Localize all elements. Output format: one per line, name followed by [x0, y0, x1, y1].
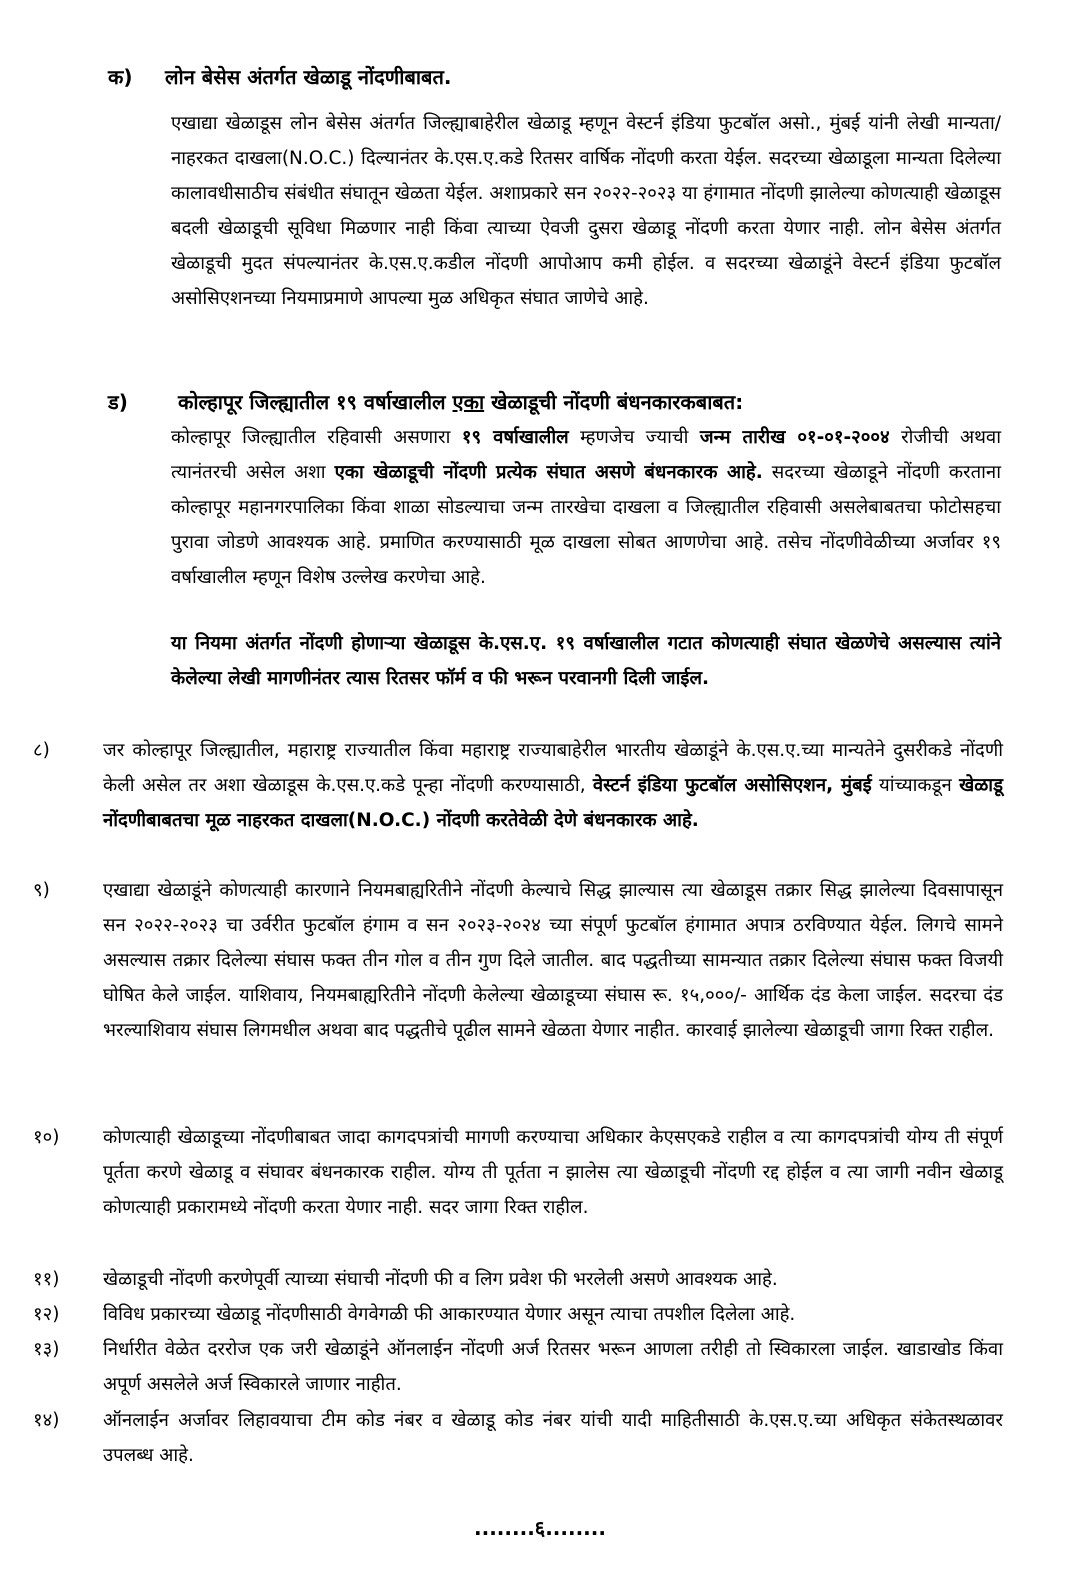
section-d-p1-g: सदरच्या खेळाडूने नोंदणी करताना कोल्हापूर महानगरपालिका किंवा शाळा सोडल्याचा जन्म तारखेचा दाखला व जिल्ह्यातील रहिवासी असलेबाबतचा फोटोसहचा पुरावा जोडणे आवश्यक आहे. प्रमाणित करण्यासाठी मूळ दाखला सोबत आणणेचा आहे. तसेच नोंदणीवेळीच्या अर्जावर १९ वर्षाखालील म्हणून विशेष उल्लेख करणेचा आहे. — [171, 462, 1001, 588]
item-14-number: १४) — [33, 1410, 60, 1431]
item-8-text — [103, 733, 1003, 838]
item-8-text-b: वेस्टर्न इंडिया फुटबॉल असोसिएशन, मुंबई — [592, 775, 872, 796]
item-9-number: ९) — [33, 880, 50, 901]
item-9-text: एखाद्या खेळाडूंने कोणत्याही कारणाने नियमबाह्यरितीने नोंदणी केल्याचे सिद्ध झाल्यास त्या खेळाडूस तक्रार सिद्ध झालेल्या दिवसापासून सन २०२२-२०२३ चा उर्वरीत फुटबॉल हंगाम व सन २०२३-२०२४ च्या संपूर्ण फुटबॉल हंगामात अपात्र ठरविण्यात येईल. लिगचे सामने असल्यास तक्रार दिलेल्या संघास फक्त तीन गोल व तीन गुण दिले जातील. बाद पद्धतीच्या सामन्यात तक्रार दिलेल्या संघास फक्त विजयी घोषित केले जाईल. याशिवाय, नियमबाह्यरितीने नोंदणी केलेल्या खेळाडूच्या संघास रू. १५,०००/- आर्थिक दंड केला जाईल. सदरचा दंड भरल्याशिवाय संघास लिगमधील अथवा बाद पद्धतीचे पूढील सामने खेळता येणार नाहीत. कारवाई झालेल्या खेळाडूची जागा रिक्त राहील. — [103, 880, 1003, 1041]
item-8-text-d: खेळाडू नोंदणीबाबतचा मूळ नाहरकत दाखला(N.O.C.) नोंदणी करतेवेळी देणे बंधनकारक आहे. — [103, 775, 1003, 831]
item-13-text: निर्धारीत वेळेत दररोज एक जरी खेळाडूंने ऑनलाईन नोंदणी अर्ज रितसर भरून आणला तरीही तो स्विकारला जाईल. खाडाखोड किंवा अपूर्ण असलेले अर्ज स्विकारले जाणार नाहीत. — [103, 1339, 1003, 1395]
section-d-p1-e: रोजीची अथवा त्यानंतरची असेल अशा — [171, 427, 1001, 483]
section-d-title-post: खेळाडूची नोंदणी बंधनकारकबाबत: — [484, 390, 744, 414]
section-d-heading — [108, 387, 743, 417]
item-8-text-a: जर कोल्हापूर जिल्ह्यातील, महाराष्ट्र राज्यातील किंवा महाराष्ट्र राज्याबाहेरील भारतीय खेळाडूंने के.एस.ए.च्या मान्यतेने दुसरीकडे नोंदणी केली असेल तर अशा खेळाडूस के.एस.ए.कडे पून्हा नोंदणी करण्यासाठी, — [103, 740, 1003, 796]
section-d-p1-b: १९ वर्षाखालील — [461, 427, 569, 448]
section-d-p1-f: एका खेळाडूची नोंदणी प्रत्येक संघात असणे बंधनकारक आहे. — [334, 462, 763, 483]
section-k-heading — [108, 62, 451, 92]
item-12-text: विविध प्रकारच्या खेळाडू नोंदणीसाठी वेगवेगळी फी आकारण्यात येणार असून त्याचा तपशील दिलेला आहे. — [103, 1304, 796, 1325]
section-d-p1-a: कोल्हापूर जिल्ह्यातील रहिवासी असणारा — [171, 427, 462, 448]
section-k-title: लोन बेसेस अंतर्गत खेळाडू नोंदणीबाबत. — [164, 65, 452, 89]
section-k-body: एखाद्या खेळाडूस लोन बेसेस अंतर्गत जिल्ह्याबाहेरील खेळाडू म्हणून वेस्टर्न इंडिया फुटबॉल असो., मुंबई यांनी लेखी मान्यता/नाहरकत दाखला(N.O.C.) दिल्यानंतर के.एस.ए.कडे रितसर वार्षिक नोंदणी करता येईल. सदरच्या खेळाडूला मान्यता दिलेल्या कालावधीसाठीच संबंधीत संघातून खेळता येईल. अशाप्रकारे सन २०२२-२०२३ या हंगामात नोंदणी झालेल्या कोणत्याही खेळाडूस बदली खेळाडूची सूविधा मिळणार नाही किंवा त्याच्या ऐवजी दुसरा खेळाडू नोंदणी करता येणार नाही. लोन बेसेस अंतर्गत खेळाडूची मुदत संपल्यानंतर के.एस.ए.कडील नोंदणी आपोआप कमी होईल. व सदरच्या खेळाडूंने वेस्टर्न इंडिया फुटबॉल असोसिएशनच्या नियमाप्रमाणे आपल्या मुळ अधिकृत संघात जाणेचे आहे. — [171, 113, 1001, 309]
section-d-p1-c: म्हणजेच ज्याची — [568, 427, 700, 448]
item-13-number: १३) — [33, 1339, 60, 1360]
section-d-title-pre: कोल्हापूर जिल्ह्यातील १९ वर्षाखालील — [177, 390, 453, 414]
section-d-title-underlined: एका — [452, 390, 485, 414]
section-d-body — [171, 420, 1001, 595]
section-d-bold-note: या नियमा अंतर्गत नोंदणी होणाऱ्या खेळाडूस के.एस.ए. १९ वर्षाखालील गटात कोणत्याही संघात खेळणेचे असल्यास त्यांने केलेल्या लेखी मागणीनंतर त्यास रितसर फॉर्म व फी भरून परवानगी दिली जाईल. — [171, 633, 1001, 689]
item-12-number: १२) — [33, 1304, 60, 1325]
item-11-number: ११) — [33, 1269, 60, 1290]
item-10-text: कोणत्याही खेळाडूच्या नोंदणीबाबत जादा कागदपत्रांची मागणी करण्याचा अधिकार केएसएकडे राहील व त्या कागदपत्रांची योग्य ती संपूर्ण पूर्तता करणे खेळाडू व संघावर बंधनकारक राहील. योग्य ती पूर्तता न झालेस त्या खेळाडूची नोंदणी रद्द होईल व त्या जागी नवीन खेळाडू कोणत्याही प्रकारामध्ये नोंदणी करता येणार नाही. सदर जागा रिक्त राहील. — [103, 1127, 1003, 1218]
section-d-label: ड) — [108, 390, 128, 414]
item-10-number: १०) — [33, 1127, 60, 1148]
item-8-number: ८) — [33, 740, 50, 761]
section-k-label: क) — [108, 65, 133, 89]
page-number-footer: ........६........ — [474, 1516, 606, 1540]
item-8-text-c: यांच्याकडून — [871, 775, 960, 796]
item-11-text: खेळाडूची नोंदणी करणेपूर्वी त्याच्या संघाची नोंदणी फी व लिग प्रवेश फी भरलेली असणे आवश्यक आहे. — [103, 1269, 778, 1290]
item-14-text: ऑनलाईन अर्जावर लिहावयाचा टीम कोड नंबर व खेळाडू कोड नंबर यांची यादी माहितीसाठी के.एस.ए.च्या अधिकृत संकेतस्थळावर उपलब्ध आहे. — [103, 1410, 1003, 1466]
section-d-p1-d: जन्म तारीख ०१-०१-२००४ — [699, 427, 890, 448]
